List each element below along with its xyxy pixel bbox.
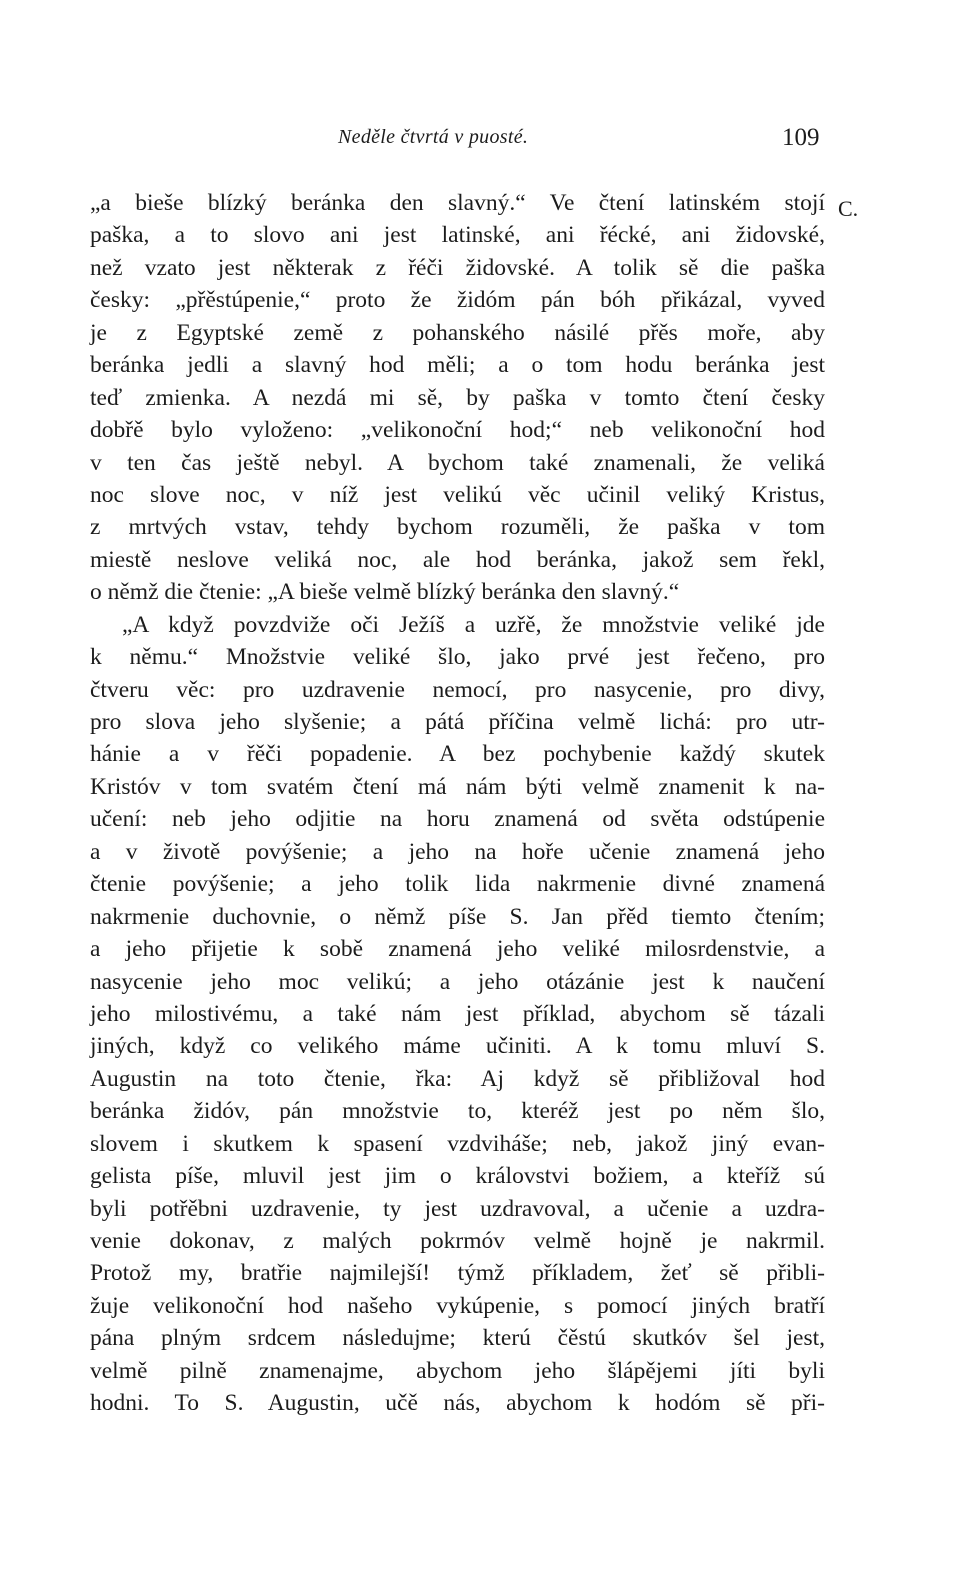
text-line: Kristóv v tom svatém čtení má nám býti velmě znamenit k na-: [90, 773, 825, 800]
text-line: teď zmienka. A nezdá mi sě, by paška v tomto čtení česky: [90, 384, 825, 411]
margin-note: C.: [838, 196, 859, 221]
text-line: než vzato jest některak z řéči židovské. A tolik sě die paška: [90, 254, 825, 281]
text-line: nasycenie jeho moc velikú; a jeho otázánie jest k naučení: [90, 968, 825, 995]
text-line: slovem i skutkem k spasení vzdviháše; neb, jakož jiný evan-: [90, 1130, 825, 1157]
text-line: je z Egyptské země z pohanského násilé přěs moře, aby: [90, 319, 825, 346]
body-text: [90, 187, 825, 1420]
text-line: dobřě bylo vyloženo: „velikonoční hod;“ neb velikonoční hod: [90, 417, 825, 444]
text-line: miestě neslove veliká noc, ale hod beránka, jakož sem řekl,: [90, 546, 825, 573]
running-head: Neděle čtvrtá v puosté.: [338, 126, 529, 148]
text-line: velmě pilně znamenajme, abychom jeho šlápějemi jíti byli: [90, 1357, 825, 1384]
text-line: noc slove noc, v níž jest velikú věc učinil veliký Kristus,: [90, 481, 825, 508]
text-line: byli potřěbni uzdravenie, ty jest uzdravoval, a učenie a uzdra-: [90, 1195, 825, 1222]
text-line: paška, a to slovo ani jest latinské, ani řécké, ani židovské,: [90, 222, 825, 249]
text-line: česky: „přěstúpenie,“ proto že židóm pán bóh přikázal, vyved: [90, 287, 825, 314]
text-line: hodni. To S. Augustin, učě nás, abychom k hodóm sě při-: [90, 1390, 825, 1417]
text-line: gelista píše, mluvil jest jim o královstvi božiem, a kteříž sú: [90, 1163, 825, 1190]
text-line: a v životě povýšenie; a jeho na hoře učenie znamená jeho: [90, 838, 825, 865]
text-line: Augustin na toto čtenie, řka: Aj když sě přibližoval hod: [90, 1065, 825, 1092]
text-line: beránka jedli a slavný hod měli; a o tom hodu beránka jest: [90, 352, 825, 379]
text-line: z mrtvých vstav, tehdy bychom rozuměli, že paška v tom: [90, 514, 825, 541]
text-line: hánie a v řěči popadenie. A bez pochybenie každý skutek: [90, 741, 825, 768]
text-line: „A když povzdviže oči Ježíš a uzřě, že množstvie veliké jde: [122, 611, 825, 638]
text-line: nakrmenie duchovnie, o němž píše S. Jan přěd tiemto čtením;: [90, 903, 825, 930]
text-line: čtveru věc: pro uzdravenie nemocí, pro nasycenie, pro divy,: [90, 676, 825, 703]
text-line: pro slova jeho slyšenie; a pátá příčina velmě lichá: pro utr-: [90, 709, 825, 735]
text-line: o němž die čtenie: „A bieše velmě blízký beránka den slavný.“: [90, 579, 680, 606]
text-line: venie dokonav, z malých pokrmóv velmě hojně je nakrmil.: [90, 1228, 825, 1254]
text-line: učení: neb jeho odjitie na horu znamená od světa odstúpenie: [90, 806, 825, 833]
text-line: „a bieše blízký beránka den slavný.“ Ve čtení latinském stojí: [90, 190, 825, 216]
text-line: pána plným srdcem následujme; kterú čěstú skutkóv šel jest,: [90, 1325, 825, 1352]
text-line: Protož my, bratřie najmilejší! týmž příkladem, žeť sě přibli-: [90, 1260, 825, 1287]
text-line: beránka židóv, pán množstvie to, kteréž jest po něm šlo,: [90, 1098, 825, 1125]
page-number: 109: [782, 124, 820, 151]
text-line: čtenie povýšenie; a jeho tolik lida nakrmenie divné znamená: [90, 871, 825, 898]
text-line: jeho milostivému, a také nám jest příklad, abychom sě tázali: [90, 1000, 825, 1027]
text-line: k němu.“ Množstvie veliké šlo, jako prvé jest řečeno, pro: [90, 644, 825, 671]
text-line: žuje velikonoční hod našeho vykúpenie, s pomocí jiných bratří: [90, 1292, 825, 1319]
text-line: jiných, když co velikého máme učiniti. A k tomu mluví S.: [90, 1033, 825, 1060]
text-line: v ten čas ještě nebyl. A bychom také znamenali, že veliká: [90, 449, 825, 476]
text-line: a jeho přijetie k sobě znamená jeho veliké milosrdenstvie, a: [90, 936, 825, 963]
